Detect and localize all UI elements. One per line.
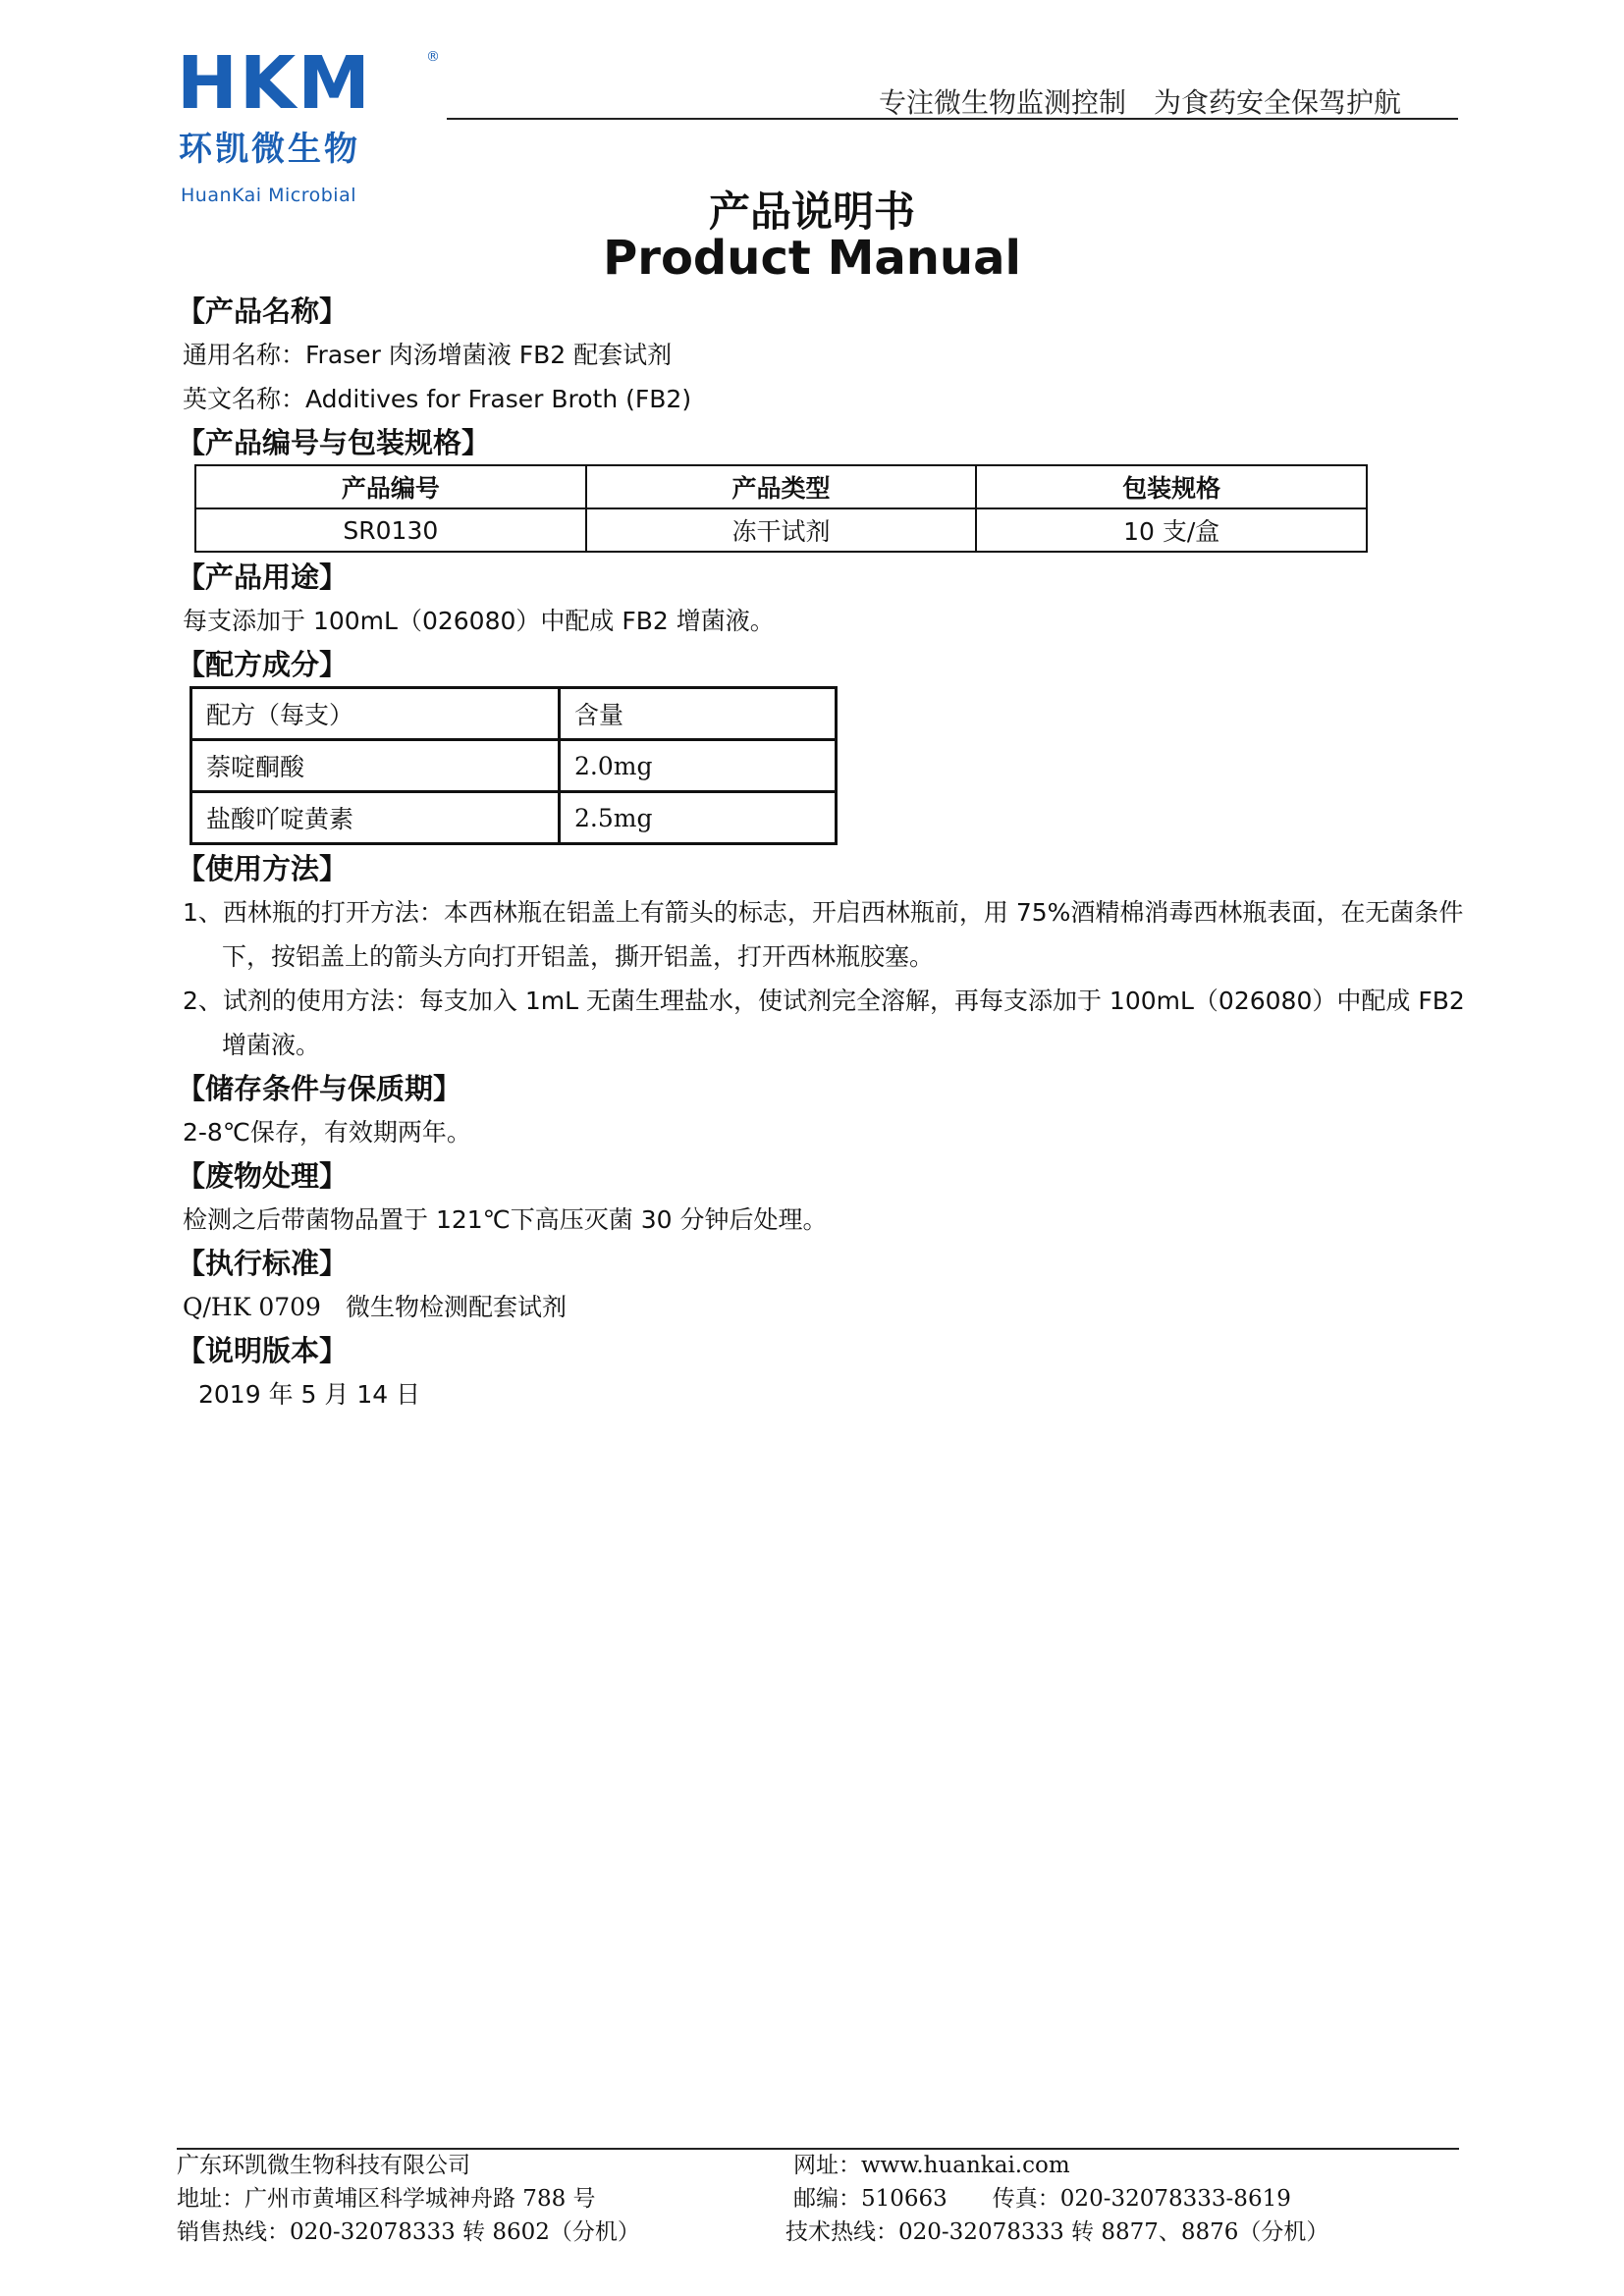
footer-tech-hotline: 技术热线：020-32078333 转 8877、8876（分机） xyxy=(785,2219,1329,2245)
section-heading-purpose: 【产品用途】 xyxy=(177,561,349,594)
usage-item-2: 2、试剂的使用方法：每支加入 1mL 无菌生理盐水，使试剂完全溶解，再每支添加于 100mL（026080）中配成 FB2 增菌液。 xyxy=(183,987,1465,1059)
table-row xyxy=(191,740,837,792)
page-title-en: Product Manual xyxy=(603,231,1021,286)
section-heading-disposal: 【废物处理】 xyxy=(177,1159,349,1193)
column-header: 产品编号 xyxy=(195,465,586,508)
packaging-table xyxy=(194,464,1368,553)
column-header: 产品类型 xyxy=(586,465,977,508)
table-row xyxy=(195,508,1367,552)
section-heading-standard: 【执行标准】 xyxy=(177,1247,349,1280)
slogan-part-1: 专注微生物监测控制 xyxy=(879,86,1127,119)
logo-registered-mark: ® xyxy=(426,49,440,65)
version-date: 2019 年 5 月 14 日 xyxy=(198,1380,421,1409)
logo-mark: HKM xyxy=(177,41,372,126)
table-cell: 冻干试剂 xyxy=(586,508,977,552)
manual-content xyxy=(177,290,1469,1416)
common-name: 通用名称：Fraser 肉汤增菌液 FB2 配套试剂 xyxy=(183,341,673,369)
formula-table xyxy=(189,686,838,845)
ingredient-name: 盐酸吖啶黄素 xyxy=(191,792,560,844)
slogan-part-2: 为食药安全保驾护航 xyxy=(1154,86,1402,119)
ingredient-name: 萘啶酮酸 xyxy=(191,740,560,792)
disposal-text: 检测之后带菌物品置于 121℃下高压灭菌 30 分钟后处理。 xyxy=(183,1205,828,1234)
logo-english-name: HuanKai Microbial xyxy=(181,185,356,206)
column-header: 含量 xyxy=(560,688,837,740)
footer-address: 地址：广州市黄埔区科学城神舟路 788 号 xyxy=(177,2186,596,2212)
section-heading-formula: 【配方成分】 xyxy=(177,648,349,681)
table-header-row xyxy=(195,465,1367,508)
page-title-cn: 产品说明书 xyxy=(708,187,915,236)
footer-company: 广东环凯微生物科技有限公司 xyxy=(177,2153,470,2178)
storage-text: 2-8℃保存，有效期两年。 xyxy=(183,1118,471,1147)
logo-chinese-name: 环凯微生物 xyxy=(179,130,360,169)
footer-postcode-fax: 邮编：510663 传真：020-32078333-8619 xyxy=(793,2186,1291,2212)
usage-item-1: 1、西林瓶的打开方法：本西林瓶在铝盖上有箭头的标志，开启西林瓶前，用 75%酒精棉消毒西林瓶表面，在无菌条件下，按铝盖上的箭头方向打开铝盖，撕开铝盖，打开西林瓶胶塞。 xyxy=(183,898,1464,971)
table-header-row xyxy=(191,688,837,740)
ingredient-amount: 2.0mg xyxy=(560,740,837,792)
footer-website: 网址：www.huankai.com xyxy=(793,2153,1070,2178)
section-heading-usage: 【使用方法】 xyxy=(177,852,349,885)
standard-text: Q/HK 0709 微生物检测配套试剂 xyxy=(183,1293,567,1321)
header-slogan xyxy=(879,81,1401,121)
footer-divider xyxy=(177,2148,1459,2150)
purpose-text: 每支添加于 100mL（026080）中配成 FB2 增菌液。 xyxy=(183,607,775,635)
section-heading-product-name: 【产品名称】 xyxy=(177,294,349,328)
column-header: 配方（每支） xyxy=(191,688,560,740)
usage-list xyxy=(183,890,1469,1067)
header-divider xyxy=(447,118,1458,120)
section-heading-storage: 【储存条件与保质期】 xyxy=(177,1072,462,1105)
english-name: 英文名称：Additives for Fraser Broth (FB2) xyxy=(183,385,692,413)
table-cell: 10 支/盒 xyxy=(976,508,1367,552)
table-cell: SR0130 xyxy=(195,508,586,552)
table-row xyxy=(191,792,837,844)
footer-sales-hotline: 销售热线：020-32078333 转 8602（分机） xyxy=(177,2219,640,2245)
section-heading-version: 【说明版本】 xyxy=(177,1334,349,1367)
section-heading-packaging: 【产品编号与包装规格】 xyxy=(177,426,491,459)
ingredient-amount: 2.5mg xyxy=(560,792,837,844)
column-header: 包装规格 xyxy=(976,465,1367,508)
